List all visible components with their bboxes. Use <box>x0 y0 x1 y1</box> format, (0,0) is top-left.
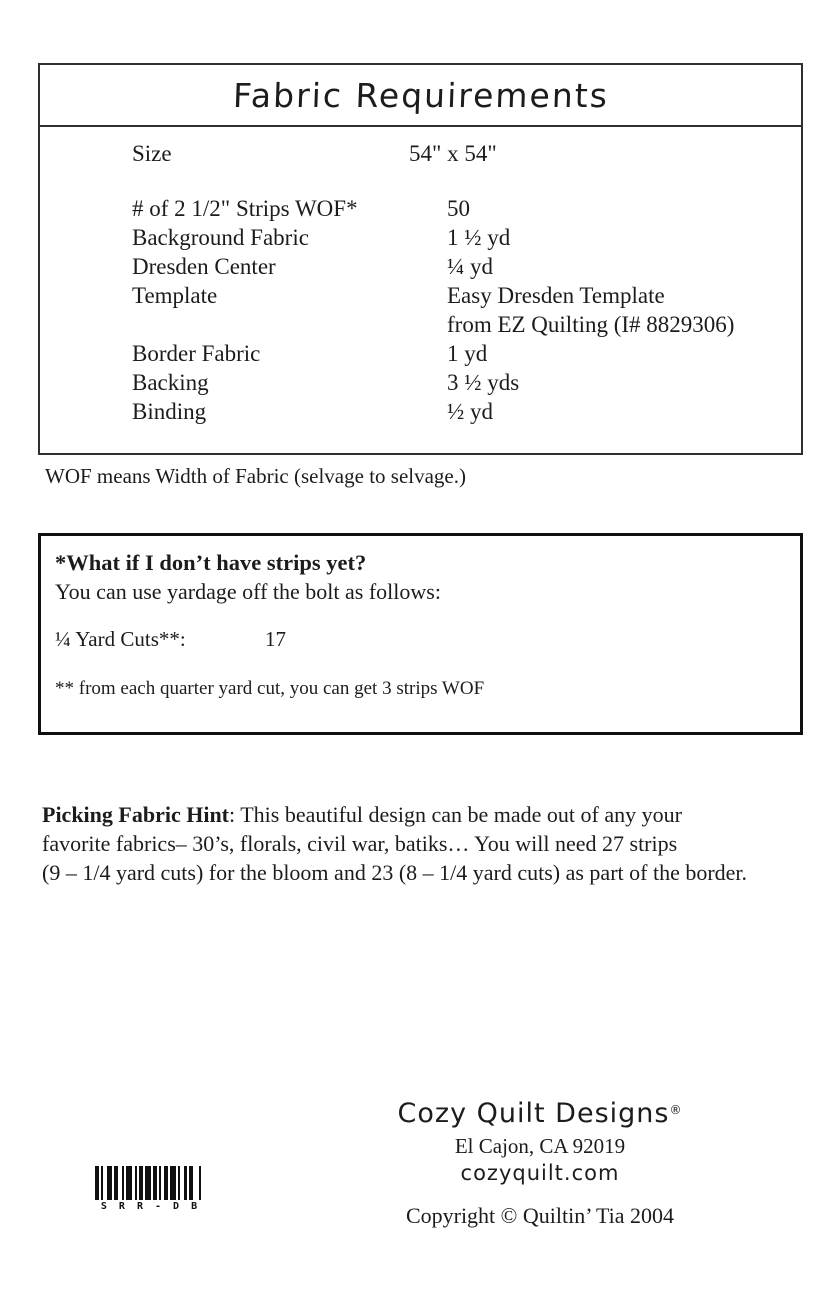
table-row <box>132 310 791 339</box>
requirement-value: Easy Dresden Template <box>447 283 665 308</box>
requirement-label: Border Fabric <box>132 341 261 366</box>
requirement-label: Size <box>132 141 172 166</box>
table-row <box>132 139 791 168</box>
fabric-requirements-box <box>38 63 803 455</box>
brand-website: cozyquilt.com <box>460 1161 620 1185</box>
fabric-requirements-table <box>40 127 801 426</box>
table-row <box>132 223 791 252</box>
requirement-value: 3 ½ yds <box>447 370 520 395</box>
requirement-label <box>132 310 447 339</box>
requirement-value: 1 ½ yd <box>447 225 511 250</box>
requirement-value: 1 yd <box>447 341 488 366</box>
requirement-label: Dresden Center <box>132 254 276 279</box>
requirement-value: ¼ yd <box>447 254 493 279</box>
hint-line: (9 – 1/4 yard cuts) for the bloom and 23 (8 – 1/4 yard cuts) as part of the border. <box>42 860 748 885</box>
fabric-requirements-title: Fabric Requirements <box>231 75 610 115</box>
brand-logo <box>290 1094 790 1130</box>
requirement-label: Backing <box>132 370 209 395</box>
hint-label: Picking Fabric Hint <box>42 802 229 827</box>
quarter-yard-cuts-value: 17 <box>265 627 286 651</box>
brand-name: Cozy Quilt Designs <box>397 1098 670 1129</box>
quarter-yard-cuts-row <box>55 625 786 653</box>
table-row <box>132 281 791 310</box>
table-row <box>132 339 791 368</box>
strips-footnote: ** from each quarter yard cut, you can get 3 strips WOF <box>55 678 485 699</box>
brand-footer <box>290 1094 790 1229</box>
copyright-line: Copyright © Quiltin’ Tia 2004 <box>405 1203 675 1228</box>
wof-note: WOF means Width of Fabric (selvage to selvage.) <box>45 464 466 488</box>
strips-heading: *What if I don’t have strips yet? <box>55 550 367 575</box>
requirement-value: from EZ Quilting (I# 8829306) <box>447 312 735 337</box>
requirement-label: Binding <box>132 399 207 424</box>
requirement-value: 50 <box>447 196 470 221</box>
table-row <box>132 252 791 281</box>
requirement-label: Background Fabric <box>132 225 309 250</box>
fabric-requirements-header <box>40 65 801 127</box>
table-row <box>132 368 791 397</box>
requirement-label: # of 2 1/2" Strips WOF* <box>132 196 358 221</box>
strips-subheading: You can use yardage off the bolt as follows: <box>55 579 441 604</box>
hint-line: favorite fabrics– 30’s, florals, civil war, batiks… You will need 27 strips <box>42 831 678 856</box>
barcode-label: S R R - D B <box>95 1200 206 1213</box>
barcode <box>95 1166 206 1213</box>
quarter-yard-cuts-label: ¼ Yard Cuts**: <box>55 627 186 651</box>
picking-fabric-hint <box>42 800 837 887</box>
brand-address: El Cajon, CA 92019 <box>454 1134 626 1158</box>
strips-info-box <box>38 533 803 735</box>
hint-line <box>42 800 837 829</box>
table-row <box>132 397 791 426</box>
table-row <box>132 194 791 223</box>
hint-text: : This beautiful design can be made out of any your <box>229 802 682 827</box>
requirement-value: 54" x 54" <box>409 141 497 166</box>
requirement-value: ½ yd <box>447 399 493 424</box>
requirement-label: Template <box>132 283 218 308</box>
registered-mark: ® <box>669 1103 683 1117</box>
